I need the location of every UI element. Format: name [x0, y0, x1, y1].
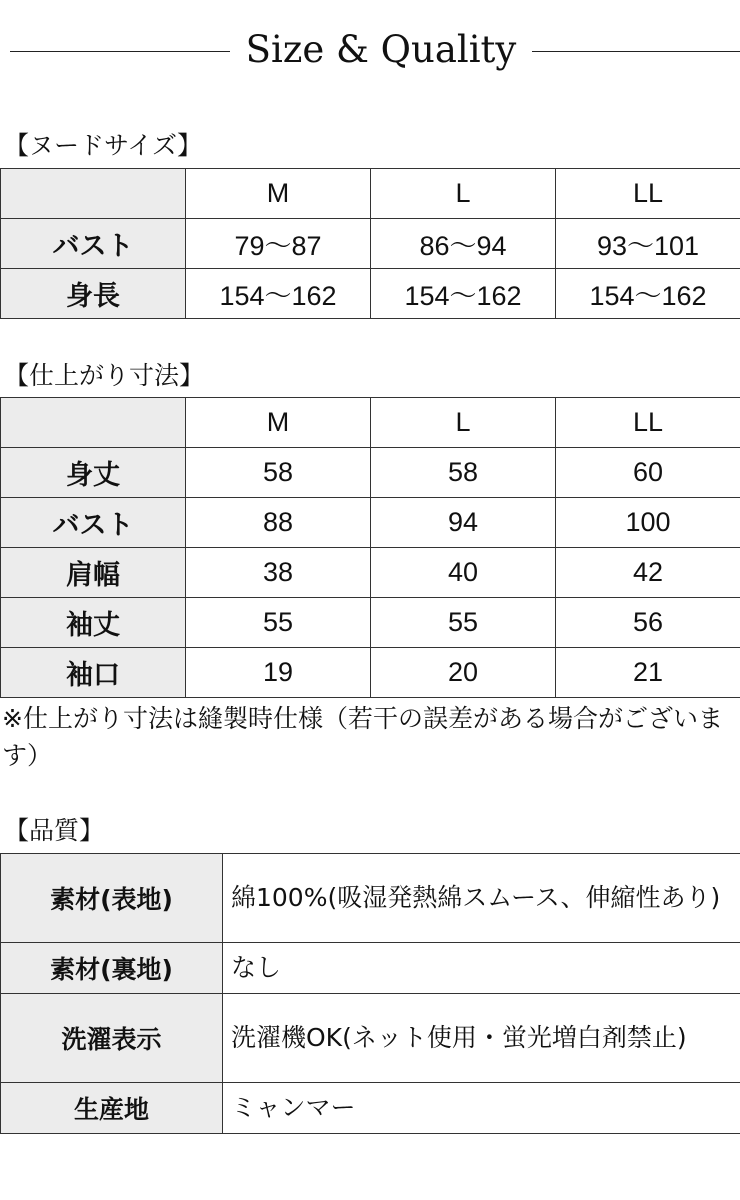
column-header-l: L [371, 398, 556, 448]
finished-size-heading: 【仕上がり寸法】 [4, 361, 205, 390]
quality-value-origin: ミャンマー [223, 1083, 740, 1134]
table-row [1, 994, 740, 1083]
table-cell: 154〜162 [371, 269, 556, 319]
table-row [1, 1083, 740, 1134]
quality-table [0, 853, 740, 1134]
quality-value-care: 洗濯機OK(ネット使用・蛍光増白剤禁止) [223, 994, 740, 1083]
table-row [1, 448, 740, 498]
table-row [1, 548, 740, 598]
column-header-m: M [186, 398, 371, 448]
row-label-height: 身長 [1, 269, 186, 319]
table-cell: 88 [186, 498, 371, 548]
table-cell: 100 [556, 498, 740, 548]
table-header-row [1, 169, 740, 219]
column-header-ll: LL [556, 398, 740, 448]
table-corner-cell [1, 169, 186, 219]
table-cell: 154〜162 [186, 269, 371, 319]
table-row [1, 598, 740, 648]
table-cell: 40 [371, 548, 556, 598]
table-row [1, 269, 740, 319]
row-label-bust: バスト [1, 219, 186, 269]
quality-value-outer-material: 綿100%(吸湿発熱綿スムース、伸縮性あり) [223, 854, 740, 943]
column-header-m: M [186, 169, 371, 219]
measurement-note: ※仕上がり寸法は縫製時仕様（若干の誤差がある場合がございます） [2, 704, 723, 770]
table-cell: 86〜94 [371, 219, 556, 269]
table-row [1, 219, 740, 269]
table-row [1, 648, 740, 698]
table-cell: 55 [371, 598, 556, 648]
row-label-cuff: 袖口 [1, 648, 186, 698]
table-row [1, 943, 740, 994]
column-header-ll: LL [556, 169, 740, 219]
table-cell: 58 [371, 448, 556, 498]
table-cell: 58 [186, 448, 371, 498]
quality-value-lining: なし [223, 943, 740, 994]
row-label-shoulder-width: 肩幅 [1, 548, 186, 598]
quality-label-origin: 生産地 [1, 1083, 223, 1134]
finished-size-table [0, 397, 740, 698]
row-label-bust: バスト [1, 498, 186, 548]
table-cell: 38 [186, 548, 371, 598]
title-divider-right [532, 51, 740, 52]
table-cell: 19 [186, 648, 371, 698]
title-divider-left [10, 51, 230, 52]
quality-label-outer-material: 素材(表地) [1, 854, 223, 943]
quality-heading: 【品質】 [4, 816, 105, 845]
nude-size-table [0, 168, 740, 319]
table-cell: 60 [556, 448, 740, 498]
table-cell: 55 [186, 598, 371, 648]
page-title: Size & Quality [245, 28, 517, 71]
page-header [0, 18, 740, 82]
table-cell: 93〜101 [556, 219, 740, 269]
table-cell: 21 [556, 648, 740, 698]
table-header-row [1, 398, 740, 448]
table-cell: 79〜87 [186, 219, 371, 269]
quality-label-care: 洗濯表示 [1, 994, 223, 1083]
table-cell: 94 [371, 498, 556, 548]
row-label-body-length: 身丈 [1, 448, 186, 498]
table-cell: 42 [556, 548, 740, 598]
table-cell: 20 [371, 648, 556, 698]
table-cell: 154〜162 [556, 269, 740, 319]
table-cell: 56 [556, 598, 740, 648]
table-row [1, 498, 740, 548]
quality-label-lining: 素材(裏地) [1, 943, 223, 994]
column-header-l: L [371, 169, 556, 219]
table-corner-cell [1, 398, 186, 448]
table-row [1, 854, 740, 943]
row-label-sleeve-length: 袖丈 [1, 598, 186, 648]
nude-size-heading: 【ヌードサイズ】 [4, 131, 203, 160]
